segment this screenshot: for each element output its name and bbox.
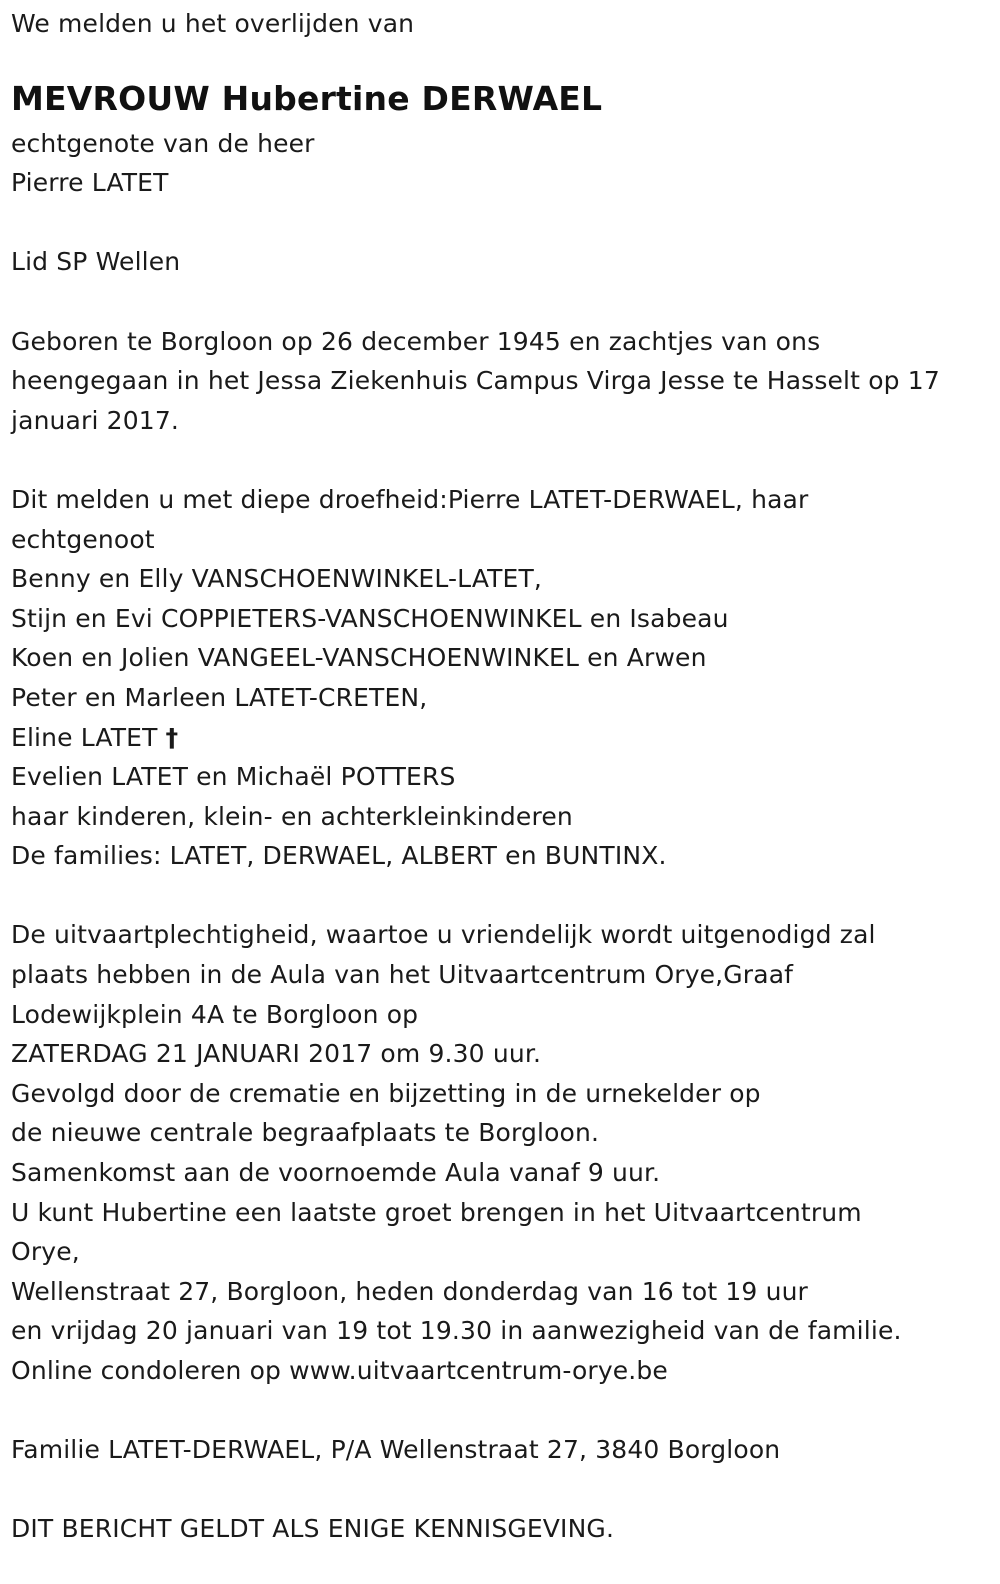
- spouse-relation: echtgenote van de heer: [11, 128, 315, 158]
- paragraph-line: heengegaan in het Jessa Ziekenhuis Campus Virga Jesse te Hasselt op 17: [11, 366, 940, 396]
- mourners-intro: Dit melden u met diepe droefheid:Pierre LATET-DERWAEL, haar: [11, 484, 809, 514]
- spacer: [11, 876, 986, 916]
- deceased-name: MEVROUW Hubertine DERWAEL: [11, 78, 603, 118]
- membership-text: Lid SP Wellen: [11, 247, 181, 277]
- list-item: De families: LATET, DERWAEL, ALBERT en BUNTINX.: [11, 841, 667, 871]
- list-item: Evelien LATET en Michaël POTTERS: [11, 762, 456, 792]
- family-address: Familie LATET-DERWAEL, P/A Wellenstraat 27, 3840 Borgloon: [11, 1435, 781, 1465]
- paragraph-line: Geboren te Borgloon op 26 december 1945 en zachtjes van ons: [11, 326, 821, 356]
- death-notice: [11, 4, 986, 1549]
- mourners-list: [11, 480, 986, 876]
- paragraph-line: januari 2017.: [11, 405, 179, 435]
- list-item: Koen en Jolien VANGEEL-VANSCHOENWINKEL en Arwen: [11, 643, 707, 673]
- spacer: [11, 1391, 986, 1431]
- paragraph-line: Gevolgd door de crematie en bijzetting in de urnekelder op: [11, 1078, 761, 1108]
- cross-icon: †: [165, 722, 179, 752]
- spacer: [11, 1470, 986, 1510]
- paragraph-line: Lodewijkplein 4A te Borgloon op: [11, 999, 419, 1029]
- list-item: [11, 718, 986, 758]
- paragraph-line: en vrijdag 20 januari van 19 tot 19.30 in aanwezigheid van de familie.: [11, 1316, 902, 1346]
- spacer: [11, 440, 986, 480]
- spacer: [11, 203, 986, 243]
- condolence-text: Online condoleren op www.uitvaartcentrum-orye.be: [11, 1356, 668, 1385]
- ceremony-paragraph: [11, 915, 986, 1390]
- spouse-name: Pierre LATET: [11, 168, 169, 198]
- paragraph-line: de nieuwe centrale begraafplaats te Borgloon.: [11, 1118, 600, 1148]
- paragraph-line: plaats hebben in de Aula van het Uitvaartcentrum Orye,Graaf: [11, 960, 794, 990]
- paragraph-line: U kunt Hubertine een laatste groet brengen in het Uitvaartcentrum: [11, 1197, 862, 1227]
- eline-name: Eline LATET: [11, 722, 158, 752]
- birth-death-paragraph: [11, 322, 986, 441]
- ceremony-date: ZATERDAG 21 JANUARI 2017 om 9.30 uur.: [11, 1039, 542, 1069]
- list-item: Peter en Marleen LATET-CRETEN,: [11, 682, 428, 712]
- closing-statement: DIT BERICHT GELDT ALS ENIGE KENNISGEVING.: [11, 1514, 615, 1544]
- paragraph-line: Orye,: [11, 1237, 80, 1267]
- paragraph-line: Samenkomst aan de voornoemde Aula vanaf 9 uur.: [11, 1158, 661, 1188]
- paragraph-line: Wellenstraat 27, Borgloon, heden donderdag van 16 tot 19 uur: [11, 1276, 808, 1306]
- spacer: [11, 282, 986, 322]
- intro-text: We melden u het overlijden van: [11, 9, 415, 38]
- list-item: Benny en Elly VANSCHOENWINKEL-LATET,: [11, 564, 543, 594]
- list-item: haar kinderen, klein- en achterkleinkinderen: [11, 801, 573, 831]
- list-item: Stijn en Evi COPPIETERS-VANSCHOENWINKEL en Isabeau: [11, 603, 729, 633]
- spacer: [11, 44, 986, 74]
- mourners-intro-continued: echtgenoot: [11, 524, 155, 554]
- paragraph-line: De uitvaartplechtigheid, waartoe u vriendelijk wordt uitgenodigd zal: [11, 920, 876, 950]
